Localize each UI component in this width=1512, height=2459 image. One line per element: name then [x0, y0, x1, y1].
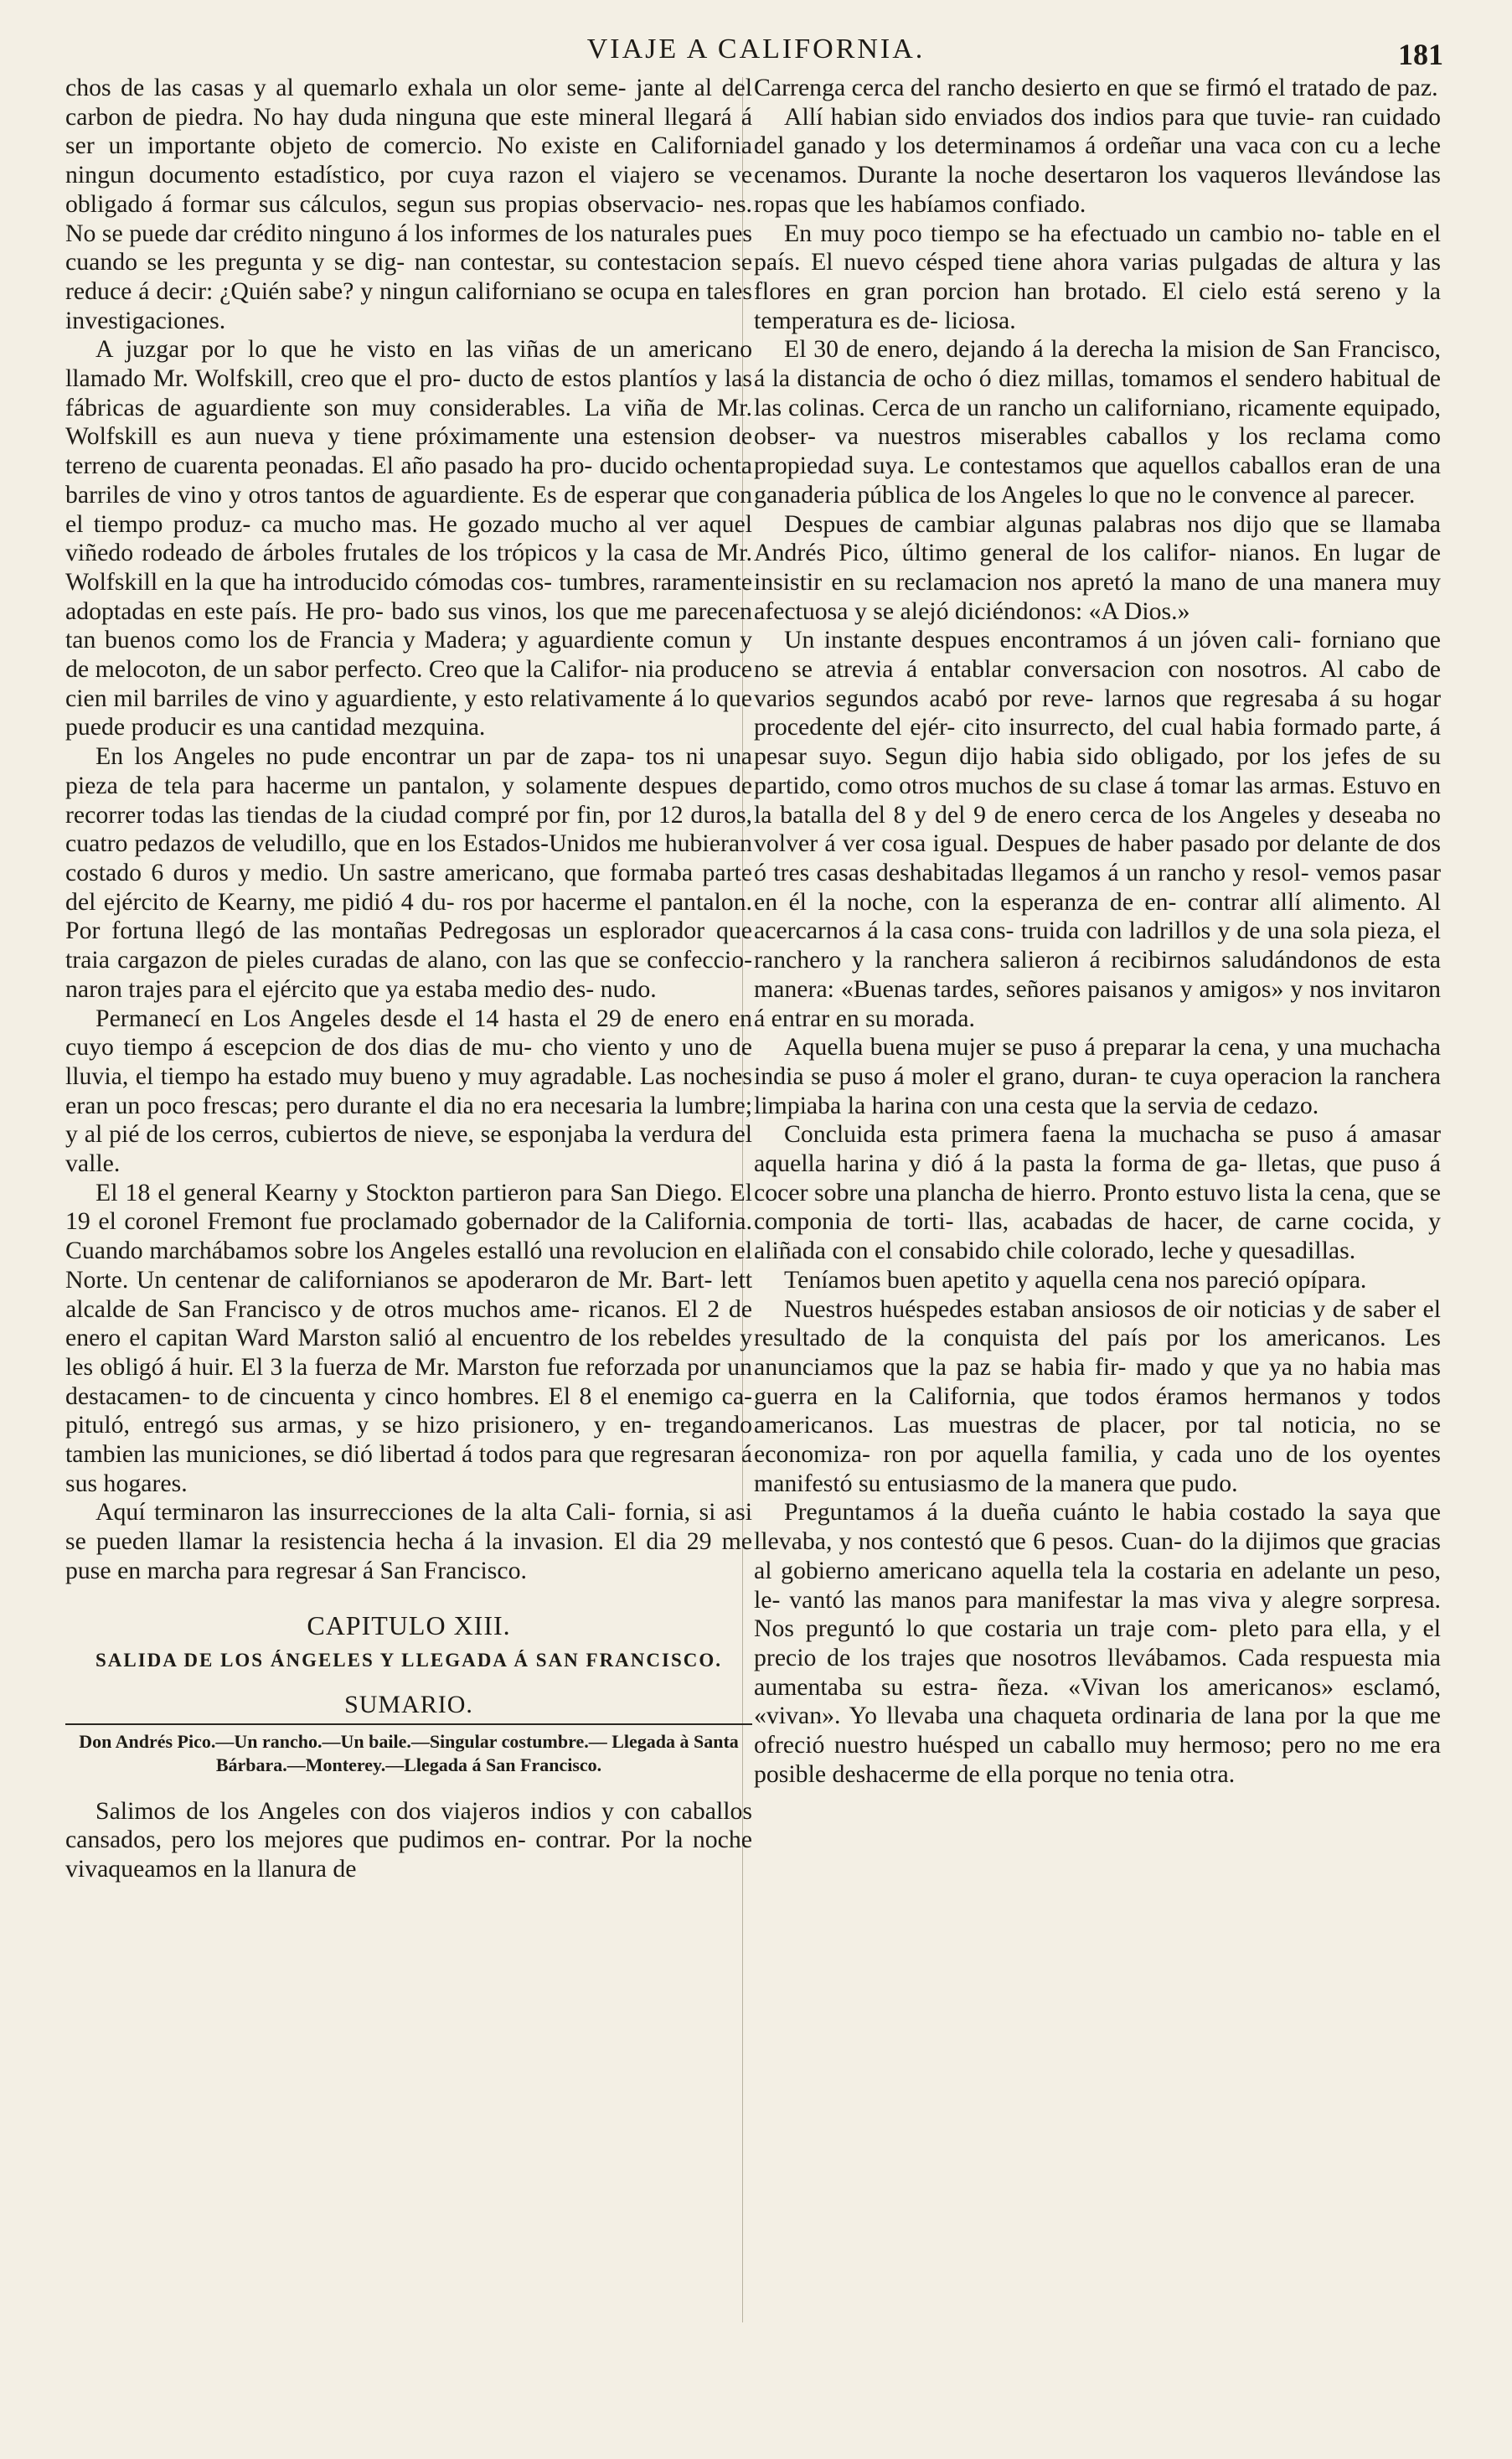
- paragraph: Teníamos buen apetito y aquella cena nos pareció opípara.: [784, 1265, 1367, 1294]
- paragraph: Concluida esta primera faena la muchacha se puso á amasar aquella harina y dió á la pasta la forma de ga- lletas, que puso á cocer sobre una plancha de hierro. Pronto estuvo lista la cena, que se componia de torti- llas, acabadas de hacer, de carne cocida, y aliñada con el consabido chile colorado, leche y quesadillas.: [754, 1120, 1441, 1265]
- paragraph: chos de las casas y al quemarlo exhala un olor seme- jante al del carbon de piedra. No hay duda ninguna que este mineral llegará á ser un importante objeto de comercio. No existe en California ningun documento estadístico, por cuya razon el viajero se ve obligado á formar sus cálculos, segun sus propias observacio- nes. No se puede dar crédito ninguno á los informes de los naturales pues cuando se les pregunta y se dig- nan contestar, su contestacion se reduce á decir: ¿Quién sabe? y ningun californiano se ocupa en tales investigaciones.: [65, 74, 752, 334]
- paragraph: En los Angeles no pude encontrar un par de zapa- tos ni una pieza de tela para hacerme un pantalon, y solamente despues de recorrer todas las tiendas de la ciudad compré por fin, por 12 duros, cuatro pedazos de veludillo, que en los Estados-Unidos me hubieran costado 6 duros y medio. Un sastre americano, que formaba parte del ejército de Kearny, me pidió 4 du- ros por hacerme el pantalon. Por fortuna llegó de las montañas Pedregosas un esplorador que traia cargazon de pieles curadas de alano, con las que se confeccio- naron trajes para el ejército que ya estaba medio des- nudo.: [65, 742, 752, 1003]
- paragraph: A juzgar por lo que he visto en las viñas de un americano llamado Mr. Wolfskill, creo que el pro- ducto de estos plantíos y las fábricas de aguardiente son muy considerables. La viña de Mr. Wolfskill es aun nueva y tiene próximamente una estension de terreno de cuarenta peonadas. El año pasado ha pro- ducido ochenta barriles de vino y otros tantos de aguardiente. Es de esperar que con el tiempo produz- ca mucho mas. He gozado mucho al ver aquel viñedo rodeado de árboles frutales de los trópicos y la casa de Mr. Wolfskill en la que ha introducido cómodas cos- tumbres, raramente adoptadas en este país. He pro- bado sus vinos, los que me parecen tan buenos como los de Francia y Madera; y aguardiente comun y de melocoton, de un sabor perfecto. Creo que la Califor- nia produce cien mil barriles de vino y aguardiente, y esto relativamente á lo que puede producir es una cantidad mezquina.: [65, 335, 752, 741]
- paragraph: Preguntamos á la dueña cuánto le habia costado la saya que llevaba, y nos contestó que 6 pesos. Cuan- do la dijimos que gracias al gobierno americano aquella tela la costaria en adelante un peso, le- vantó las manos para manifestar la mas viva y alegre sorpresa. Nos preguntó lo que costaria un traje com- pleto para ella, y el precio de los trajes que nosotros llevábamos. Cada respuesta mia aumentaba su estra- ñeza. «Vivan los americanos» esclamó, «vivan». Yo llevaba una chaqueta ordinaria de lana por la que me ofreció nuestro huésped un caballo muy hermoso; pero no me era posible deshacerme de ella porque no tenia otra.: [754, 1498, 1441, 1788]
- paragraph: Nuestros huéspedes estaban ansiosos de oir noticias y de saber el resultado de la conquista del país por los americanos. Les anunciamos que la paz se habia fir- mado y que ya no habia mas guerra en la California, que todos éramos hermanos y todos americanos. Las muestras de placer, por tal noticia, no se economiza- ron por aquella familia, y cada uno de los oyentes manifestó su entusiasmo de la manera que pudo.: [754, 1294, 1441, 1497]
- page-number: 181: [1398, 38, 1443, 71]
- paragraph: Permanecí en Los Angeles desde el 14 hasta el 29 de enero en cuyo tiempo á escepcion de dos dias de mu- cho viento y uno de lluvia, el tiempo ha estado muy bueno y muy agradable. Las noches eran un poco frescas; pero durante el dia no era necesaria la lumbre; y al pié de los cerros, cubiertos de nieve, se esponjaba la verdura del valle.: [65, 1004, 752, 1178]
- paragraph: Aquella buena mujer se puso á preparar la cena, y una muchacha india se puso á moler el grano, duran- te cuya operacion la ranchera limpiaba la harina con una cesta que la servia de cedazo.: [754, 1033, 1441, 1119]
- paragraph: Carrenga cerca del rancho desierto en que se firmó el tratado de paz.: [754, 74, 1438, 101]
- chapter-subtitle: SALIDA DE LOS ÁNGELES Y LLEGADA Á SAN FRANCISCO.: [95, 1650, 723, 1671]
- chapter-title: CAPITULO XIII.: [307, 1609, 511, 1640]
- paragraph: Un instante despues encontramos á un jóven cali- forniano que no se atrevia á entablar conversacion con nosotros. Al cabo de varios segundos acabó por reve- larnos que regresaba á su hogar procedente del ejér- cito insurrecto, del cual habia formado parte, á pesar suyo. Segun dijo habia sido obligado, por los jefes de su partido, como otros muchos de su clase á tomar las armas. Estuvo en la batalla del 8 y del 9 de enero cerca de los Angeles y deseaba no volver á ver cosa igual. Despues de haber pasado por delante de dos ó tres casas deshabitadas llegamos á un rancho y resol- vemos pasar en él la noche, con la esperanza de en- contrar allí alimento. Al acercarnos á la casa cons- truida con ladrillos y de una sola pieza, el ranchero y la ranchera salieron á recibirnos saludándonos de esta manera: «Buenas tardes, señores paisanos y amigos» y nos invitaron á entrar en su morada.: [754, 626, 1441, 1032]
- paragraph: Aquí terminaron las insurrecciones de la alta Cali- fornia, si asi se pueden llamar la resistencia hecha á la invasion. El dia 29 me puse en marcha para regresar á San Francisco.: [65, 1498, 752, 1584]
- paragraph: El 18 el general Kearny y Stockton partieron para San Diego. El 19 el coronel Fremont fue proclamado gobernador de la California. Cuando marchábamos sobre los Angeles estalló una revolucion en el Norte. Un centenar de californianos se apoderaron de Mr. Bart- lett alcalde de San Francisco y de otros muchos ame- ricanos. El 2 de enero el capitan Ward Marston salió al encuentro de los rebeldes y les obligó á huir. El 3 la fuerza de Mr. Marston fue reforzada por un destacamen- to de cincuenta y cinco hombres. El 8 el enemigo ca- pituló, entregó sus armas, y se hizo prisionero, y en- tregando tambien las municiones, se dió libertad á todos para que regresaran á sus hogares.: [65, 1178, 752, 1497]
- paragraph: En muy poco tiempo se ha efectuado un cambio no- table en el país. El nuevo césped tiene ahora varias pulgadas de altura y las flores en gran porcion han brotado. El cielo está sereno y la temperatura es de- liciosa.: [754, 219, 1441, 334]
- right-column: [754, 74, 1441, 1789]
- paragraph: El 30 de enero, dejando á la derecha la mision de San Francisco, á la distancia de ocho ó diez millas, tomamos el sendero habitual de las colinas. Cerca de un rancho un californiano, ricamente equipado, obser- va nuestros miserables caballos y los reclama como propiedad suya. Le contestamos que aquellos caballos eran de una ganaderia pública de los Angeles lo que no le convence al parecer.: [754, 335, 1441, 509]
- running-title: VIAJE A CALIFORNIA.: [586, 34, 926, 65]
- left-column: [65, 74, 752, 1884]
- paragraph: Salimos de los Angeles con dos viajeros indios y con caballos cansados, pero los mejores que pudimos en- contrar. Por la noche vivaqueamos en la llanura de: [65, 1796, 752, 1883]
- page-header: [0, 34, 1512, 75]
- paragraph: Despues de cambiar algunas palabras nos dijo que se llamaba Andrés Pico, último general de los califor- nianos. En lugar de insistir en su reclamacion nos apretó la mano de una manera muy afectuosa y se alejó diciéndonos: «A Dios.»: [754, 509, 1441, 625]
- summary-heading: SUMARIO.: [344, 1690, 473, 1718]
- summary-text: Don Andrés Pico.—Un rancho.—Un baile.—Singular costumbre.— Llegada à Santa Bárbara.—Monterey.—Llegada á San Francisco.: [65, 1723, 752, 1777]
- paragraph: Allí habian sido enviados dos indios para que tuvie- ran cuidado del ganado y los determinamos á ordeñar una vaca con cu a leche cenamos. Durante la noche desertaron los vaqueros llevándose las ropas que les habíamos confiado.: [754, 102, 1441, 218]
